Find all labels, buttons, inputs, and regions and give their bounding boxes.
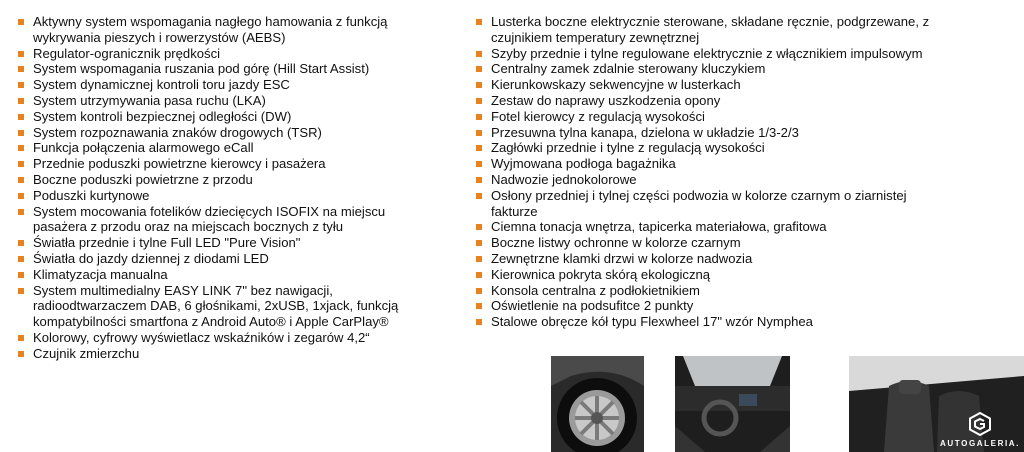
equipment-item: Centralny zamek zdalnie sterowany kluczykiem	[475, 61, 945, 77]
equipment-item: Zestaw do naprawy uszkodzenia opony	[475, 93, 945, 109]
equipment-item: Funkcja połączenia alarmowego eCall	[17, 140, 437, 156]
equipment-item: Klimatyzacja manualna	[17, 267, 437, 283]
seats-photo	[849, 356, 1024, 452]
equipment-item: Wyjmowana podłoga bagażnika	[475, 156, 945, 172]
equipment-item: Poduszki kurtynowe	[17, 188, 437, 204]
brand-logo	[940, 412, 1020, 448]
equipment-item: System mocowania fotelików dziecięcych ISOFIX na miejscu pasażera z przodu oraz na miejscach bocznych z tyłu	[17, 204, 437, 236]
equipment-item: Ciemna tonacja wnętrza, tapicerka materiałowa, grafitowa	[475, 219, 945, 235]
equipment-item: Oświetlenie na podsufitce 2 punkty	[475, 298, 945, 314]
equipment-item: System dynamicznej kontroli toru jazdy ESC	[17, 77, 437, 93]
equipment-item: Kolorowy, cyfrowy wyświetlacz wskaźników i zegarów 4,2“	[17, 330, 437, 346]
equipment-item: System kontroli bezpiecznej odległości (DW)	[17, 109, 437, 125]
equipment-item: Zagłówki przednie i tylne z regulacją wysokości	[475, 140, 945, 156]
equipment-item: Regulator-ogranicznik prędkości	[17, 46, 437, 62]
equipment-item: Fotel kierowcy z regulacją wysokości	[475, 109, 945, 125]
equipment-item: Światła do jazdy dziennej z diodami LED	[17, 251, 437, 267]
brand-name: AUTOGALERIA.	[940, 439, 1020, 448]
equipment-item: Szyby przednie i tylne regulowane elektrycznie z włącznikiem impulsowym	[475, 46, 945, 62]
equipment-item: Stalowe obręcze kół typu Flexwheel 17" wzór Nymphea	[475, 314, 945, 330]
equipment-list-left	[17, 14, 437, 362]
equipment-item: Konsola centralna z podłokietnikiem	[475, 283, 945, 299]
equipment-item: System utrzymywania pasa ruchu (LKA)	[17, 93, 437, 109]
equipment-item: Zewnętrzne klamki drzwi w kolorze nadwozia	[475, 251, 945, 267]
equipment-item: System wspomagania ruszania pod górę (Hill Start Assist)	[17, 61, 437, 77]
equipment-item: Boczne listwy ochronne w kolorze czarnym	[475, 235, 945, 251]
dashboard-photo	[675, 356, 790, 452]
equipment-item: Lusterka boczne elektrycznie sterowane, składane ręcznie, podgrzewane, z czujnikiem temperatury zewnętrznej	[475, 14, 945, 46]
equipment-item: Czujnik zmierzchu	[17, 346, 437, 362]
equipment-item: Aktywny system wspomagania nagłego hamowania z funkcją wykrywania pieszych i rowerzystów (AEBS)	[17, 14, 437, 46]
equipment-item: Boczne poduszki powietrzne z przodu	[17, 172, 437, 188]
equipment-item: System rozpoznawania znaków drogowych (TSR)	[17, 125, 437, 141]
equipment-item: Przesuwna tylna kanapa, dzielona w układzie 1/3-2/3	[475, 125, 945, 141]
wheel-photo	[551, 356, 644, 452]
equipment-item: Kierunkowskazy sekwencyjne w lusterkach	[475, 77, 945, 93]
equipment-item: Osłony przedniej i tylnej części podwozia w kolorze czarnym o ziarnistej fakturze	[475, 188, 945, 220]
equipment-item: Przednie poduszki powietrzne kierowcy i pasażera	[17, 156, 437, 172]
equipment-item: System multimedialny EASY LINK 7" bez nawigacji, radioodtwarzaczem DAB, 6 głośnikami, 2xUSB, 1xjack, funkcją kompatybilności smartfona z Android Auto® i Apple CarPlay®	[17, 283, 437, 330]
equipment-item: Światła przednie i tylne Full LED "Pure Vision"	[17, 235, 437, 251]
equipment-item: Kierownica pokryta skórą ekologiczną	[475, 267, 945, 283]
brand-mark-icon	[969, 412, 991, 436]
equipment-item: Nadwozie jednokolorowe	[475, 172, 945, 188]
equipment-list-right	[475, 14, 945, 330]
